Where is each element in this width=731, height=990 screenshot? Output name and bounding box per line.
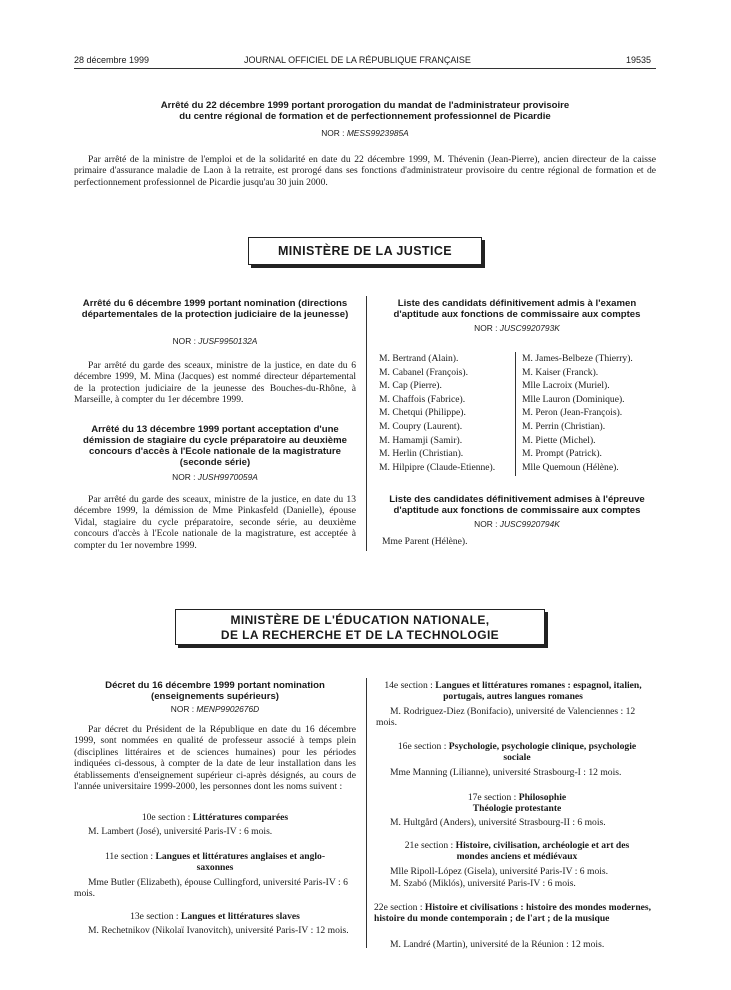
section-17-name: Philosophie bbox=[518, 792, 567, 803]
section-22-entry: M. Landré (Martin), université de la Réunion : 12 mois. bbox=[390, 939, 605, 950]
education-decree-nor-code: MENP9902676D bbox=[196, 704, 260, 714]
section-21-name: Histoire, civilisation, archéologie et art des mondes anciens et médiévaux bbox=[455, 840, 630, 862]
section-10-entry: M. Lambert (José), université Paris-IV : 6 mois. bbox=[88, 826, 273, 837]
list-item: M. Prompt (Patrick). bbox=[522, 448, 602, 460]
header-journal-title: JOURNAL OFFICIEL DE LA RÉPUBLIQUE FRANÇAISE bbox=[244, 55, 471, 65]
list-item: M. James-Belbeze (Thierry). bbox=[522, 353, 633, 364]
header-date: 28 décembre 1999 bbox=[74, 55, 150, 65]
justice-ministry-heading: MINISTÈRE DE LA JUSTICE bbox=[248, 237, 482, 265]
section-17-heading bbox=[376, 792, 658, 814]
list-item: M. Perrin (Christian). bbox=[522, 420, 606, 432]
section-22-name: Histoire et civilisations : histoire des mondes modernes, histoire du monde contemporain ; de l'art ; de la musique bbox=[374, 902, 652, 924]
justice-list-a-title: Liste des candidats définitivement admis à l'examen d'aptitude aux fonctions de commissaire aux comptes bbox=[393, 298, 641, 320]
justice-list-a-nor-label: NOR : bbox=[474, 323, 500, 333]
section-21-heading bbox=[396, 840, 638, 862]
education-decree-nor-label: NOR : bbox=[170, 704, 197, 714]
section-14-label: 14e section : bbox=[384, 680, 436, 691]
section-22-label: 22e section : bbox=[374, 902, 425, 913]
section-16-label: 16e section : bbox=[397, 741, 449, 752]
justice-art-a-nor bbox=[74, 336, 356, 347]
section-14-heading bbox=[382, 680, 644, 702]
section-22-heading bbox=[374, 902, 660, 924]
column-divider-education bbox=[366, 678, 367, 948]
section-17-name2: Théologie protestante bbox=[472, 803, 562, 814]
header-rule bbox=[74, 68, 656, 69]
list-item: M. Coupry (Laurent). bbox=[379, 420, 463, 432]
header-page-number: 19535 bbox=[626, 55, 652, 65]
section-13-name: Langues et littératures slaves bbox=[180, 911, 300, 922]
list-item: Mlle Quemoun (Hélène). bbox=[522, 461, 619, 473]
education-decree-nor bbox=[74, 704, 356, 715]
section-10-name: Littératures comparées bbox=[192, 812, 289, 823]
section-17-entry: M. Hultgård (Anders), université Strasbourg-II : 6 mois. bbox=[390, 817, 606, 828]
justice-art-a-nor-code: JUSF9950132A bbox=[198, 336, 258, 346]
section-13-label: 13e section : bbox=[130, 911, 181, 922]
justice-list-b-title: Liste des candidates définitivement admises à l'épreuve d'aptitude aux fonctions de commissaire aux comptes bbox=[389, 494, 645, 516]
section-21-entry-1: Mlle Ripoll-López (Gisela), université Paris-IV : 6 mois. bbox=[390, 866, 609, 877]
list-item: M. Chetqui (Philippe). bbox=[379, 407, 466, 419]
list-item: M. Hamamji (Samir). bbox=[379, 434, 463, 446]
justice-art-b-body: Par arrêté du garde des sceaux, ministre de la justice, en date du 13 décembre 1999, la démission de Mme Pinkasfeld (Danielle), épouse Vidal, stagiaire du cycle préparatoire, seconde série, au deuxième concours d'accès à l'Ecole nationale de la magistrature, est acceptée à compter du 1er novembre 1999. bbox=[74, 494, 356, 551]
section-13-heading bbox=[74, 911, 356, 922]
section-21-entry-2: M. Szabó (Miklós), université Paris-IV : 6 mois. bbox=[390, 878, 576, 889]
section-11-heading bbox=[104, 851, 326, 873]
section-10-heading bbox=[74, 812, 356, 823]
section-13-entry: M. Rechetnikov (Nikolaï Ivanovitch), université Paris-IV : 12 mois. bbox=[88, 925, 349, 936]
education-heading-line2: DE LA RECHERCHE ET DE LA TECHNOLOGIE bbox=[220, 628, 500, 642]
list-item: Mlle Lacroix (Muriel). bbox=[522, 380, 610, 392]
art1-nor bbox=[74, 128, 656, 139]
education-ministry-heading bbox=[175, 609, 545, 645]
art1-body: Par arrêté de la ministre de l'emploi et de la solidarité en date du 22 décembre 1999, M. Thévenin (Jean-Pierre), ancien directeur de la caisse primaire d'assurance maladie de Laon à la retraite, est prorogé dans ses fonctions d'administrateur provisoire du centre régional de formation et de perfectionnement professionnel de Picardie jusqu'au 30 juin 2000. bbox=[74, 154, 656, 188]
justice-art-b-title: Arrêté du 13 décembre 1999 portant acceptation d'une démission de stagiaire du cycle préparatoire au deuxième concours d'accès à l'Ecole nationale de la magistrature (seconde série) bbox=[83, 424, 347, 468]
section-16-name: Psychologie, psychologie clinique, psychologie sociale bbox=[448, 741, 637, 763]
art1-nor-label: NOR : bbox=[321, 128, 347, 138]
justice-list-a-left bbox=[379, 352, 513, 474]
section-10-label: 10e section : bbox=[141, 812, 193, 823]
art1-title bbox=[74, 100, 656, 122]
justice-art-b-nor-label: NOR : bbox=[172, 472, 198, 482]
list-item: M. Kaiser (Franck). bbox=[522, 366, 599, 378]
education-decree-body: Par décret du Président de la République en date du 16 décembre 1999, sont nommées en qualité de professeur associé à temps plein (disciplines littéraires et de sciences humaines) pour les périodes indiquées ci-dessous, à compter de la date de leur installation dans les établissements d'enseignement supérieur ci-après désignés, au cours de l'année universitaire 1999-2000, les personnes dont les noms suivent : bbox=[74, 724, 356, 793]
list-item: M. Piette (Michel). bbox=[522, 434, 596, 446]
justice-list-b-name: Mme Parent (Hélène). bbox=[382, 536, 468, 547]
section-11-name: Langues et littératures anglaises et anglo-saxonnes bbox=[155, 851, 326, 873]
section-11-entry: Mme Butler (Elizabeth), épouse Cullingford, université Paris-IV : 6 mois. bbox=[74, 877, 348, 900]
education-heading-line1: MINISTÈRE DE L'ÉDUCATION NATIONALE, bbox=[230, 613, 490, 627]
art1-nor-code: MESS9923985A bbox=[346, 128, 409, 138]
list-item: M. Bertrand (Alain). bbox=[379, 353, 459, 364]
art1-title-line1: Arrêté du 22 décembre 1999 portant prorogation du mandat de l'administrateur provisoire bbox=[160, 100, 570, 111]
section-21-label: 21e section : bbox=[404, 840, 456, 851]
justice-list-b-nor bbox=[376, 519, 658, 530]
list-item: M. Peron (Jean-François). bbox=[522, 407, 623, 419]
list-item: M. Chaffois (Fabrice). bbox=[379, 393, 466, 405]
section-14-entry: M. Rodriguez-Diez (Bonifacio), université de Valenciennes : 12 mois. bbox=[376, 706, 636, 729]
list-item: M. Hilpipre (Claude-Etienne). bbox=[379, 461, 496, 473]
justice-art-a-title: Arrêté du 6 décembre 1999 portant nomination (directions départementales de la protection judiciaire de la jeunesse) bbox=[81, 298, 349, 320]
justice-list-b-nor-code: JUSC9920794K bbox=[499, 519, 560, 529]
section-11-label: 11e section : bbox=[104, 851, 156, 862]
justice-art-b-nor bbox=[74, 472, 356, 483]
list-divider bbox=[515, 352, 516, 476]
justice-list-a-nor-code: JUSC9920793K bbox=[499, 323, 560, 333]
section-17-label: 17e section : bbox=[467, 792, 519, 803]
column-divider-justice bbox=[366, 296, 367, 551]
justice-list-b-nor-label: NOR : bbox=[474, 519, 500, 529]
section-16-entry: Mme Manning (Lilianne), université Strasbourg-I : 12 mois. bbox=[390, 767, 622, 778]
justice-art-a-nor-label: NOR : bbox=[172, 336, 199, 346]
list-item: Mlle Lauron (Dominique). bbox=[522, 393, 625, 405]
justice-list-a-nor bbox=[376, 323, 658, 334]
art1-title-line2: du centre régional de formation et de perfectionnement professionnel de Picardie bbox=[179, 111, 551, 122]
list-item: M. Cabanel (François). bbox=[379, 366, 468, 378]
justice-art-b-nor-code: JUSH9970059A bbox=[197, 472, 258, 482]
list-item: M. Cap (Pierre). bbox=[379, 380, 442, 392]
list-item: M. Herlin (Christian). bbox=[379, 448, 464, 460]
justice-art-a-body: Par arrêté du garde des sceaux, ministre de la justice, en date du 6 décembre 1999, M. Mina (Jacques) est nommé directeur départemental de la protection judiciaire de la jeunesse des Bouches-du-Rhône, à Marseille, à compter du 1er décembre 1999. bbox=[74, 360, 356, 406]
section-14-name: Langues et littératures romanes : espagnol, italien, portugais, autres langues romanes bbox=[435, 680, 642, 702]
justice-list-a-right bbox=[522, 352, 658, 474]
education-decree-title: Décret du 16 décembre 1999 portant nomination (enseignements supérieurs) bbox=[105, 680, 325, 702]
section-16-heading bbox=[396, 741, 638, 763]
